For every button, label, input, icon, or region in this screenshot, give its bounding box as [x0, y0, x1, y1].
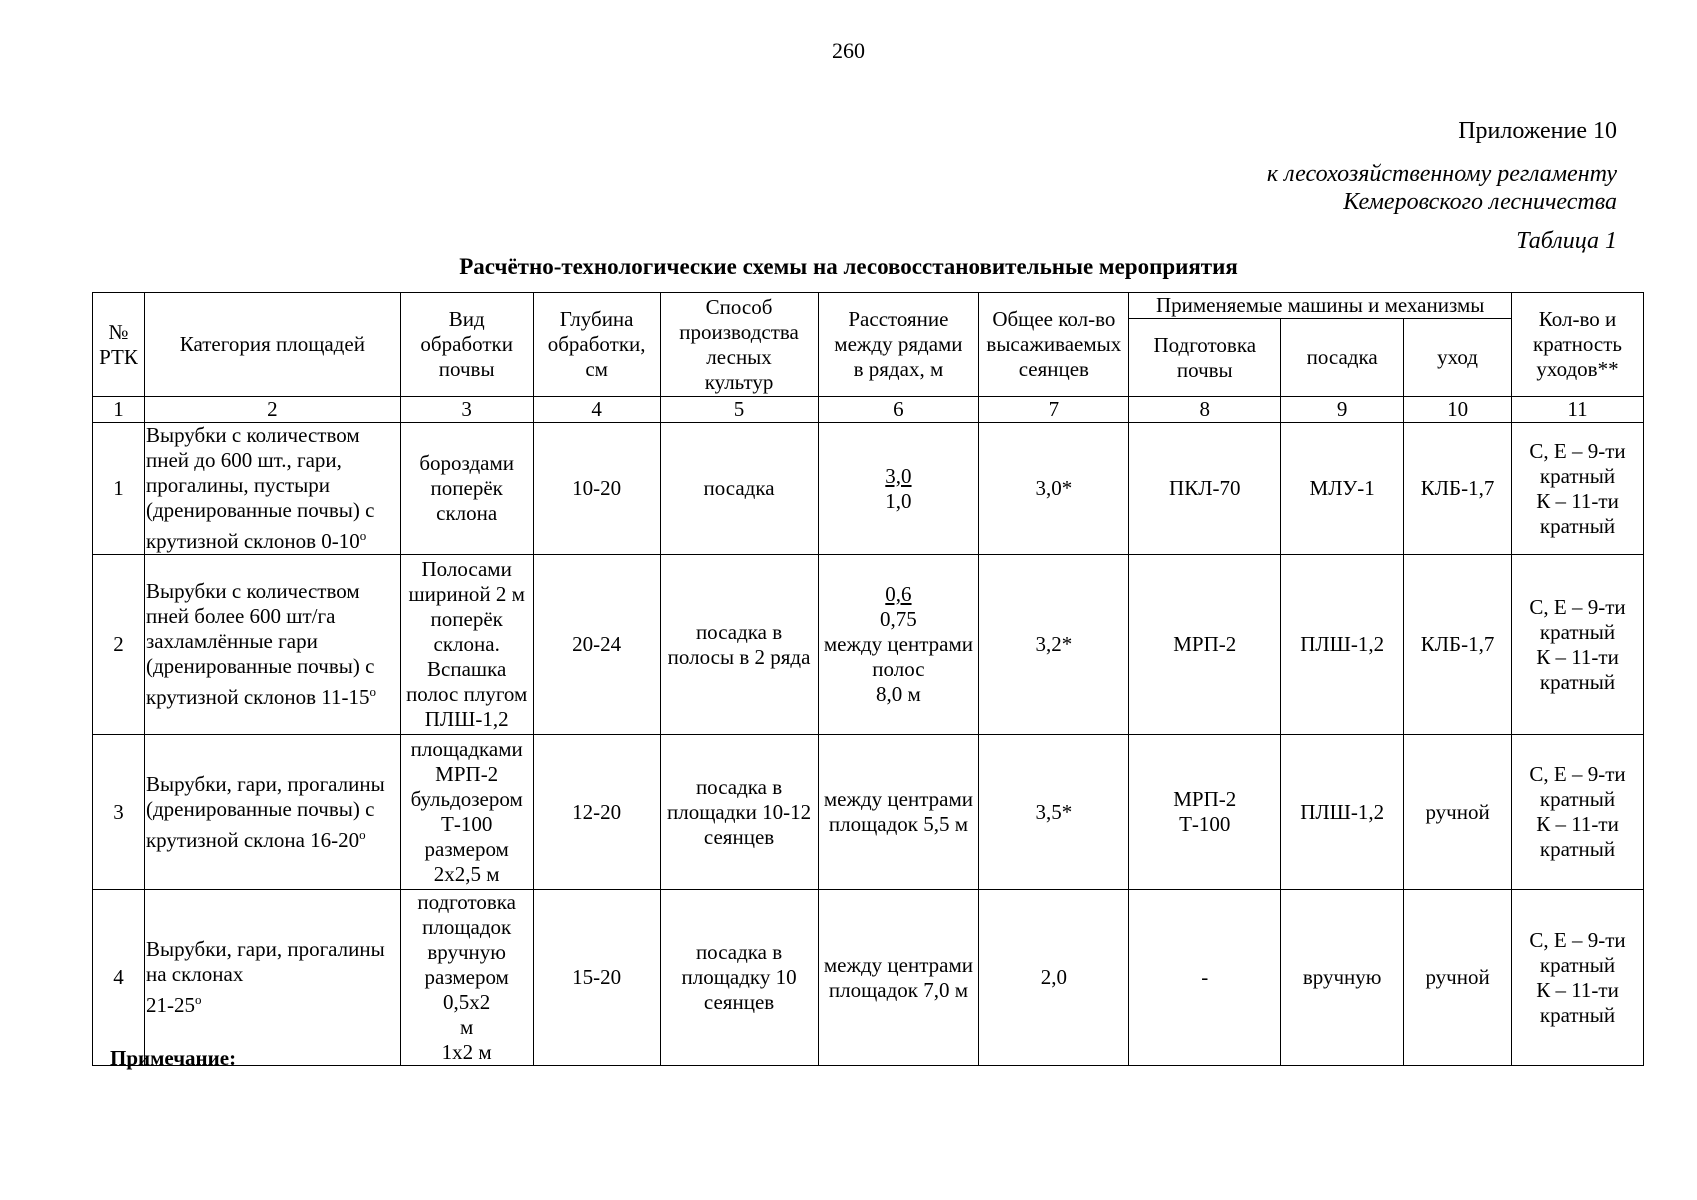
- row-care: КЛБ-1,7: [1404, 555, 1512, 735]
- header-category: Категория площадей: [144, 293, 400, 397]
- row-category: Вырубки, гари, прогалины (дренированные почвы) с крутизной склона $16-20^о$: [144, 735, 400, 890]
- row-category: Вырубки, гари, прогалины на склонах $21-25^о$: [144, 890, 400, 1066]
- header-distance: Расстояние между рядами в рядах, м: [818, 293, 979, 397]
- row-count: С, Е – 9-ти кратный К – 11-ти кратный: [1512, 555, 1644, 735]
- row-planting: вручную: [1281, 890, 1404, 1066]
- table-row: [93, 555, 1644, 735]
- col-number: 3: [400, 397, 533, 423]
- table-row: [93, 423, 1644, 555]
- col-number: 9: [1281, 397, 1404, 423]
- row-planting: МЛУ-1: [1281, 423, 1404, 555]
- row-method: посадка в полосы в 2 ряда: [660, 555, 818, 735]
- row-soil: площадками МРП-2 бульдозером Т-100 размером 2х2,5 м: [400, 735, 533, 890]
- header-method: Способ производства лесных культур: [660, 293, 818, 397]
- appendix-line-1: к лесохозяйственному регламенту: [1266, 161, 1617, 187]
- table-number: Таблица 1: [1516, 228, 1617, 254]
- row-prep: МРП-2: [1129, 555, 1281, 735]
- table-row: [93, 890, 1644, 1066]
- col-number: 8: [1129, 397, 1281, 423]
- appendix-subtitle: [1267, 160, 1617, 216]
- row-method: посадка в площадки 10-12 сеянцев: [660, 735, 818, 890]
- header-soil-type: Вид обработки почвы: [400, 293, 533, 397]
- header-depth: Глубина обработки, см: [533, 293, 660, 397]
- col-number: 6: [818, 397, 979, 423]
- header-care: уход: [1404, 319, 1512, 397]
- row-count: С, Е – 9-ти кратный К – 11-ти кратный: [1512, 423, 1644, 555]
- row-category: Вырубки с количеством пней более 600 шт/га захламлённые гари (дренированные почвы) с крутизной склонов $11-15^о$: [144, 555, 400, 735]
- row-distance: между центрами площадок 5,5 м: [818, 735, 979, 890]
- col-number: 10: [1404, 397, 1512, 423]
- row-number: 3: [93, 735, 145, 890]
- row-total: 3,5*: [979, 735, 1129, 890]
- row-number: 1: [93, 423, 145, 555]
- column-number-row: [93, 397, 1644, 423]
- header-care-count: Кол-во и кратность уходов**: [1512, 293, 1644, 397]
- col-number: 4: [533, 397, 660, 423]
- col-number: 5: [660, 397, 818, 423]
- row-number: 4: [93, 890, 145, 1066]
- row-prep: МРП-2 Т-100: [1129, 735, 1281, 890]
- appendix-line-2: Кемеровского лесничества: [1343, 189, 1617, 215]
- row-soil: подготовка площадок вручную размером 0,5х2 м 1х2 м: [400, 890, 533, 1066]
- row-count: С, Е – 9-ти кратный К – 11-ти кратный: [1512, 890, 1644, 1066]
- col-number: 2: [144, 397, 400, 423]
- header-total: Общее кол-во высаживаемых сеянцев: [979, 293, 1129, 397]
- col-number: 1: [93, 397, 145, 423]
- row-prep: ПКЛ-70: [1129, 423, 1281, 555]
- technology-table: [92, 292, 1644, 1066]
- row-count: С, Е – 9-ти кратный К – 11-ти кратный: [1512, 735, 1644, 890]
- row-total: 3,0*: [979, 423, 1129, 555]
- row-soil: Полосами шириной 2 м поперёк склона. Вспашка полос плугом ПЛШ-1,2: [400, 555, 533, 735]
- row-distance: между центрами площадок 7,0 м: [818, 890, 979, 1066]
- row-prep: -: [1129, 890, 1281, 1066]
- row-distance: 3,0 1,0: [818, 423, 979, 555]
- table-row: [93, 735, 1644, 890]
- row-total: 3,2*: [979, 555, 1129, 735]
- header-planting: посадка: [1281, 319, 1404, 397]
- row-depth: 15-20: [533, 890, 660, 1066]
- note-label: Примечание:: [110, 1046, 237, 1070]
- row-soil: бороздами поперёк склона: [400, 423, 533, 555]
- row-total: 2,0: [979, 890, 1129, 1066]
- col-number: 11: [1512, 397, 1644, 423]
- row-method: посадка в площадку 10 сеянцев: [660, 890, 818, 1066]
- row-depth: 20-24: [533, 555, 660, 735]
- row-care: ручной: [1404, 890, 1512, 1066]
- table-title: Расчётно-технологические схемы на лесовосстановительные мероприятия: [459, 254, 1238, 279]
- header-machines: Применяемые машины и механизмы: [1129, 293, 1512, 319]
- row-care: ручной: [1404, 735, 1512, 890]
- page-number: 260: [832, 38, 865, 63]
- row-care: КЛБ-1,7: [1404, 423, 1512, 555]
- row-category: Вырубки с количеством пней до 600 шт., гари, прогалины, пустыри (дренированные почвы) с крутизной склонов $0-10^о$: [144, 423, 400, 555]
- col-number: 7: [979, 397, 1129, 423]
- row-distance: 0,6 0,75 между центрами полос 8,0 м: [818, 555, 979, 735]
- row-depth: 10-20: [533, 423, 660, 555]
- header-prep: Подготовка почвы: [1129, 319, 1281, 397]
- row-depth: 12-20: [533, 735, 660, 890]
- row-planting: ПЛШ-1,2: [1281, 735, 1404, 890]
- row-number: 2: [93, 555, 145, 735]
- appendix-title: Приложение 10: [1458, 118, 1617, 144]
- row-method: посадка: [660, 423, 818, 555]
- row-planting: ПЛШ-1,2: [1281, 555, 1404, 735]
- header-rtk: № РТК: [93, 293, 145, 397]
